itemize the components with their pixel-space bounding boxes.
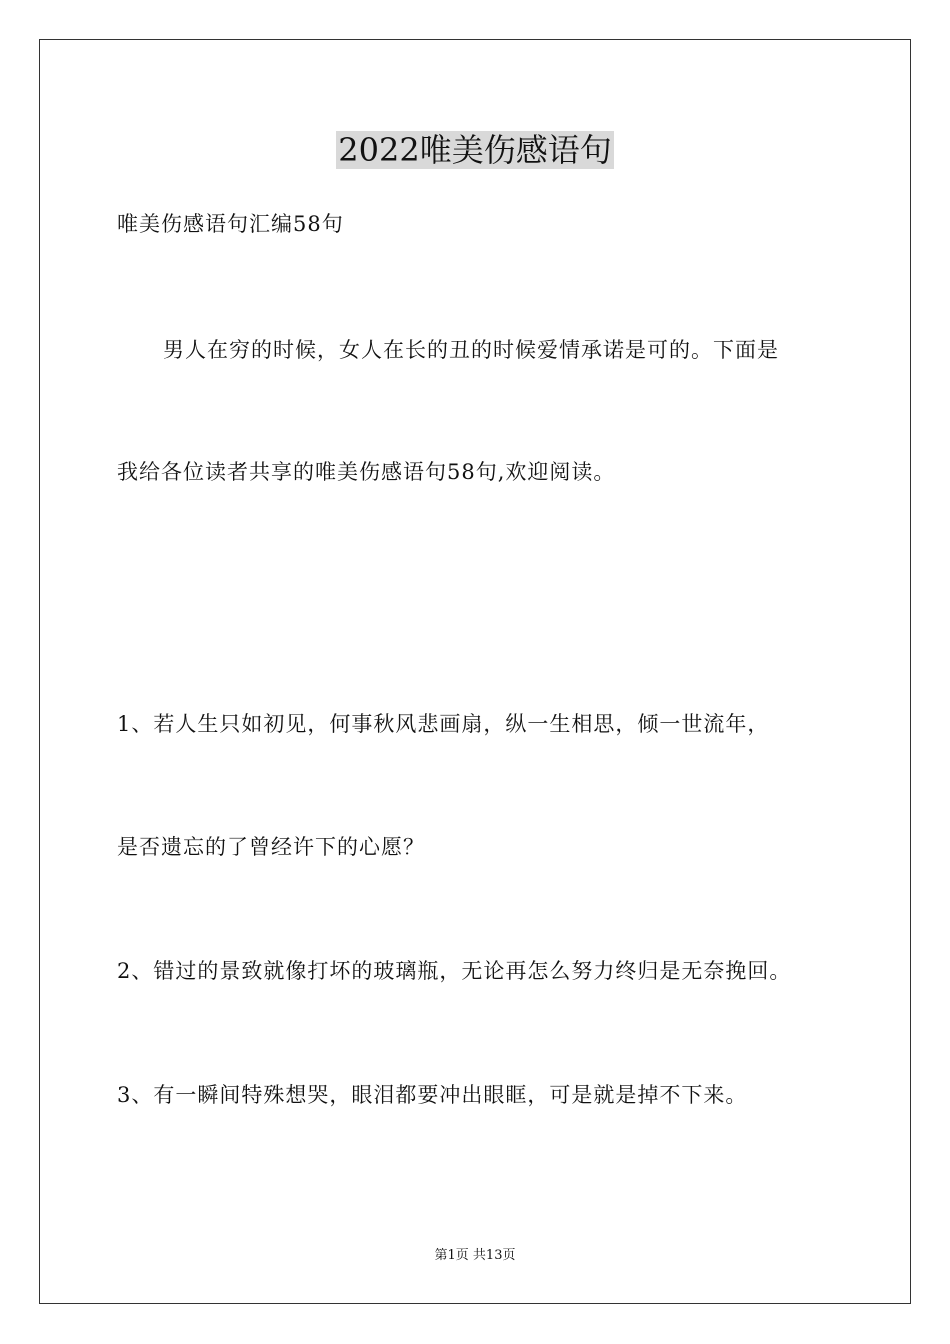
document-title-text: 2022唯美伤感语句 <box>338 131 612 169</box>
document-title <box>0 128 950 172</box>
list-item-3: 3、有一瞬间特殊想哭，眼泪都要冲出眼眶，可是就是掉不下来。 <box>117 1083 748 1107</box>
list-item-1-line-2: 是否遗忘的了曾经许下的心愿？ <box>117 835 425 859</box>
list-item-2: 2、错过的景致就像打坏的玻璃瓶，无论再怎么努力终归是无奈挽回。 <box>117 959 792 983</box>
page-footer: 第1页 共13页 <box>434 1248 516 1263</box>
intro-paragraph-line-1: 男人在穷的时候，女人在长的丑的时候爱情承诺是可的。下面是 <box>163 338 779 362</box>
intro-paragraph-line-2: 我给各位读者共享的唯美伤感语句58句,欢迎阅读。 <box>117 460 616 484</box>
list-item-1-line-1: 1、若人生只如初见，何事秋风悲画扇，纵一生相思，倾一世流年， <box>117 712 770 736</box>
subtitle: 唯美伤感语句汇编58句 <box>117 212 344 236</box>
